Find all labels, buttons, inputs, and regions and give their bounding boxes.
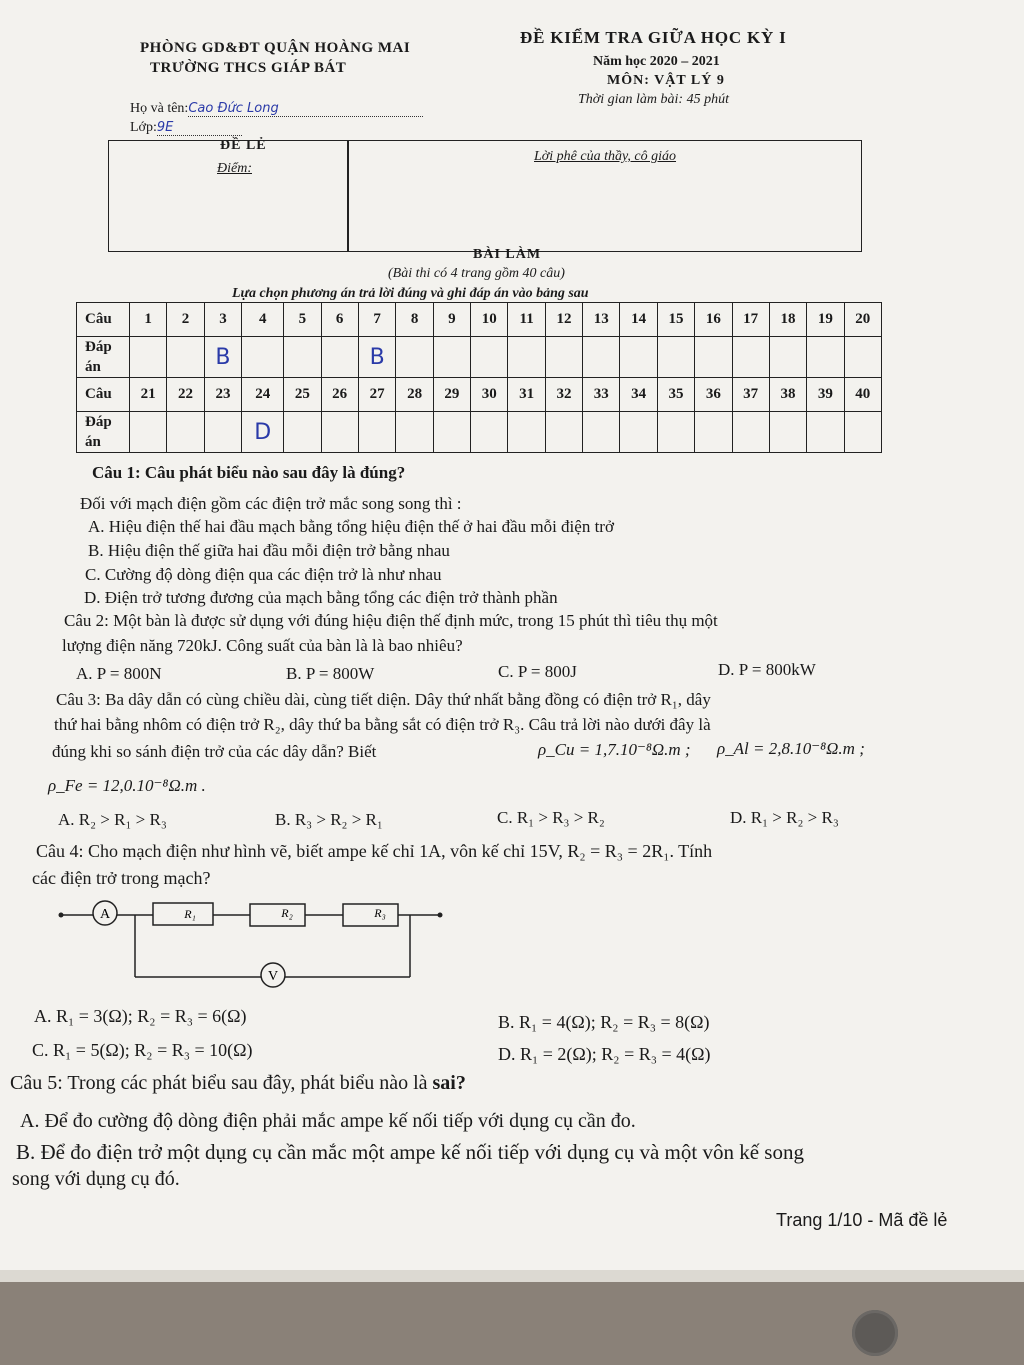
question-number: 26 [321,378,358,412]
answer-cell [769,337,806,378]
q5-stem [10,1072,466,1095]
answer-cell [358,412,396,453]
question-number: 38 [769,378,806,412]
class-line [130,120,242,136]
question-number: 35 [657,378,694,412]
class-label: Lớp: [130,120,157,135]
question-number: 34 [620,378,657,412]
exam-note: (Bài thi có 4 trang gồm 40 câu) [388,266,565,281]
rho-aluminium: ρ_Al = 2,8.10⁻⁸Ω.m ; [717,739,865,758]
answer-label-line1: Đáp [85,414,112,430]
question-number: 20 [844,303,881,337]
q1-option-c: C. Cường độ dòng điện qua các điện trở là như nhau [85,565,442,584]
answer-cell: B [358,337,396,378]
answer-cell: D [242,412,284,453]
score-label: Điểm: [217,161,252,176]
subject: MÔN: VẬT LÝ 9 [607,73,725,88]
question-label: Câu [77,378,130,412]
question-number: 32 [545,378,582,412]
resistor-r3-label: R₃ [374,906,386,920]
rho-iron: ρ_Fe = 12,0.10⁻⁸Ω.m . [48,776,206,795]
question-number: 16 [695,303,732,337]
answer-cell [545,337,582,378]
circuit-terminal-right [438,913,443,918]
q5-option-b-line2: song với dụng cụ đó. [12,1168,180,1190]
question-number: 40 [844,378,881,412]
name-label: Họ và tên: [130,101,189,116]
question-number: 2 [167,303,204,337]
question-number: 36 [695,378,732,412]
paper-edge [0,1270,1024,1282]
question-number: 8 [396,303,433,337]
answer-cell: B [204,337,242,378]
question-number: 1 [130,303,167,337]
question-number-row-2 [77,378,882,412]
answer-cell [807,337,844,378]
q3-option-c: C. R₁ > R₃ > R₂ [497,808,605,827]
q3-line3: đúng khi so sánh điện trở của các dây dẫn? Biết [52,742,377,761]
coin-object [852,1310,898,1356]
answer-cell [844,412,881,453]
answer-cell [471,337,508,378]
question-number: 29 [433,378,470,412]
question-number: 11 [508,303,545,337]
answer-cell [508,337,545,378]
exam-time: Thời gian làm bài: 45 phút [578,92,729,107]
q5-stem-text: Câu 5: Trong các phát biểu sau đây, phát biểu nào là [10,1072,433,1094]
answer-table [76,302,882,453]
q2-option-c: C. P = 800J [498,662,577,681]
answer-cell [321,412,358,453]
question-number: 23 [204,378,242,412]
q2-option-a: A. P = 800N [76,664,162,683]
question-number: 21 [130,378,167,412]
answer-cell [695,337,732,378]
q1-option-b: B. Hiệu điện thế giữa hai đầu mỗi điện trở bằng nhau [88,541,450,560]
q3-option-a: A. R₂ > R₁ > R₃ [58,810,167,829]
q4-option-c: C. R₁ = 5(Ω); R₂ = R₃ = 10(Ω) [32,1040,253,1060]
exam-version: ĐỀ LẺ [220,138,267,153]
answer-label [77,337,130,378]
answer-cell [471,412,508,453]
answer-cell [508,412,545,453]
answer-cell [844,337,881,378]
question-number: 37 [732,378,769,412]
answer-label-line1: Đáp [85,339,112,355]
q5-option-b-line1: B. Để đo điện trở một dụng cụ cần mắc một ampe kế nối tiếp với dụng cụ và một vôn kế song [16,1140,804,1164]
question-number: 24 [242,378,284,412]
resistor-r1-label: R₁ [184,907,196,921]
question-number: 17 [732,303,769,337]
question-number: 12 [545,303,582,337]
answer-label-line2: án [85,359,101,375]
work-title: BÀI LÀM [473,247,542,262]
q5-stem-emphasis: sai? [432,1072,466,1094]
answer-cell [242,337,284,378]
class-value: 9E [157,120,242,136]
question-number: 7 [358,303,396,337]
exam-title: ĐỀ KIỂM TRA GIỮA HỌC KỲ I [520,28,787,47]
answer-cell [433,412,470,453]
answer-cell [321,337,358,378]
resistor-r1 [153,903,213,925]
answer-label [77,412,130,453]
circuit-diagram [55,895,455,990]
answer-cell [396,337,433,378]
q3-line1: Câu 3: Ba dây dẫn có cùng chiều dài, cùng tiết diện. Dây thứ nhất bằng đồng có điện trở R₁, dây [56,690,711,709]
comment-label: Lời phê của thầy, cô giáo [534,149,677,164]
answer-cell [284,337,321,378]
question-number: 15 [657,303,694,337]
answer-cell [167,337,204,378]
question-number: 31 [508,378,545,412]
answer-row-1 [77,337,882,378]
ammeter-label: A [99,907,111,922]
answer-cell [130,337,167,378]
answer-cell [583,412,620,453]
q2-line2: lượng điện năng 720kJ. Công suất của bàn là là bao nhiêu? [62,636,463,655]
question-number: 28 [396,378,433,412]
question-number: 33 [583,378,620,412]
question-number: 5 [284,303,321,337]
answer-cell [204,412,242,453]
student-name-line [130,101,423,117]
answer-cell [545,412,582,453]
question-number: 6 [321,303,358,337]
q4-option-d: D. R₁ = 2(Ω); R₂ = R₃ = 4(Ω) [498,1044,711,1064]
q3-option-d: D. R₁ > R₂ > R₃ [730,808,839,827]
answer-row-2 [77,412,882,453]
answer-cell [732,412,769,453]
answer-cell [807,412,844,453]
school-name: TRƯỜNG THCS GIÁP BÁT [150,60,347,76]
resistor-r3 [343,904,398,926]
answer-cell [167,412,204,453]
school-year: Năm học 2020 – 2021 [593,54,720,69]
q2-option-d: D. P = 800kW [718,660,816,679]
resistor-r2 [250,904,305,926]
answer-cell [284,412,321,453]
voltmeter-label: V [267,969,279,984]
q5-option-a: A. Để đo cường độ dòng điện phải mắc ampe kế nối tiếp với dụng cụ cần đo. [20,1110,636,1132]
question-number: 13 [583,303,620,337]
question-number: 22 [167,378,204,412]
question-number: 19 [807,303,844,337]
question-number: 39 [807,378,844,412]
question-number-row-1 [77,303,882,337]
q2-line1: Câu 2: Một bàn là được sử dụng với đúng hiệu điện thế định mức, trong 15 phút thì tiêu thụ một [64,611,718,630]
grade-box-divider [347,141,349,251]
question-number: 4 [242,303,284,337]
answer-cell [695,412,732,453]
q4-option-a: A. R₁ = 3(Ω); R₂ = R₃ = 6(Ω) [34,1006,247,1026]
resistor-r2-label: R₂ [281,906,293,920]
q4-line1: Câu 4: Cho mạch điện như hình vẽ, biết ampe kế chỉ 1A, vôn kế chỉ 15V, R₂ = R₃ = 2R₁. Tính [36,841,713,861]
q4-line2: các điện trở trong mạch? [32,868,211,888]
q3-option-b: B. R₃ > R₂ > R₁ [275,810,383,829]
q1-intro: Đối với mạch điện gồm các điện trở mắc song song thì : [80,494,462,513]
question-number: 27 [358,378,396,412]
grade-box [108,140,862,252]
answer-instruction: Lựa chọn phương án trả lời đúng và ghi đáp án vào bảng sau [232,286,589,301]
q1-option-d: D. Điện trở tương đương của mạch bằng tổng các điện trở thành phần [84,588,558,607]
answer-cell [130,412,167,453]
q3-line2: thứ hai bằng nhôm có điện trở R₂, dây thứ ba bằng sắt có điện trở R₃. Câu trả lời nào dưới đây là [54,715,711,734]
page-footer: Trang 1/10 - Mã đề lẻ [776,1210,948,1230]
student-name: Cao Đức Long [188,101,423,117]
answer-label-line2: án [85,434,101,450]
rho-copper: ρ_Cu = 1,7.10⁻⁸Ω.m ; [538,740,691,759]
question-number: 14 [620,303,657,337]
answer-cell [657,337,694,378]
q4-option-b: B. R₁ = 4(Ω); R₂ = R₃ = 8(Ω) [498,1012,710,1032]
question-number: 25 [284,378,321,412]
question-number: 10 [471,303,508,337]
dept-name: PHÒNG GD&ĐT QUẬN HOÀNG MAI [140,40,411,56]
question-number: 30 [471,378,508,412]
answer-cell [396,412,433,453]
answer-cell [732,337,769,378]
q1-stem [92,463,405,483]
question-label: Câu [77,303,130,337]
answer-cell [620,337,657,378]
answer-cell [769,412,806,453]
q1-option-a: A. Hiệu điện thế hai đầu mạch bằng tổng hiệu điện thế ở hai đầu mỗi điện trở [88,517,614,536]
question-number: 9 [433,303,470,337]
circuit-terminal-left [59,913,64,918]
answer-cell [433,337,470,378]
q2-option-b: B. P = 800W [286,664,375,683]
answer-cell [657,412,694,453]
question-number: 3 [204,303,242,337]
q1-stem-text: Câu 1: Câu phát biểu nào sau đây là đúng? [92,463,406,482]
answer-cell [620,412,657,453]
answer-cell [583,337,620,378]
question-number: 18 [769,303,806,337]
